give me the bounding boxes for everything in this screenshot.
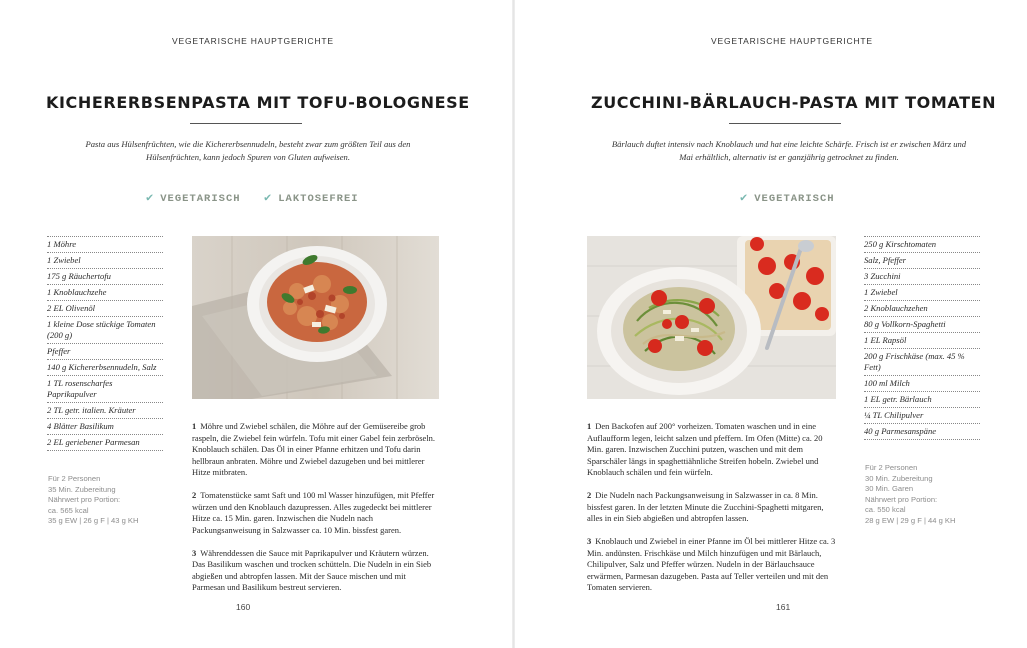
step-number: 1 [587, 421, 592, 431]
ingredient-list [864, 236, 980, 440]
ingredient-item: 2 Knoblauchzehen [864, 301, 980, 317]
section-label: VEGETARISCHE HAUPTGERICHTE [172, 36, 334, 46]
check-icon: ✔ [146, 191, 155, 205]
ingredient-item: 2 TL getr. italien. Kräuter [47, 403, 163, 419]
left-page [0, 0, 513, 648]
ingredient-item: Pfeffer [47, 344, 163, 360]
calories: ca. 550 kcal [865, 505, 906, 515]
ingredient-item: 1 EL Rapsöl [864, 333, 980, 349]
pasta-bolognese-image [192, 236, 439, 399]
check-icon: ✔ [740, 191, 749, 205]
step-number: 3 [192, 547, 197, 558]
prep-time: 30 Min. Zubereitung [865, 473, 933, 483]
cook-time: 30 Min. Garen [865, 484, 914, 494]
check-icon: ✔ [264, 191, 273, 205]
ingredient-item: 200 g Frischkäse (max. 45 % Fett) [864, 349, 980, 376]
right-page [514, 0, 1027, 648]
ingredient-item: 2 EL Olivenöl [47, 301, 163, 317]
ingredient-item: 40 g Parmesanspäne [864, 424, 980, 440]
nutrition-info [865, 463, 955, 527]
ingredient-item: 1 Möhre [47, 237, 163, 253]
ingredient-item: 80 g Vollkorn-Spaghetti [864, 317, 980, 333]
tag-vegetarisch [740, 190, 835, 205]
step-number: 3 [587, 536, 592, 546]
prep-time: 35 Min. Zubereitung [48, 484, 116, 494]
step-text: Tomatenstücke samt Saft und 100 ml Wasser hinzufügen, mit Pfeffer würzen und den Knoblauch dazupressen. Alles zugedeckt bei mittlerer Hitze ca. 15 Min. garen. Inzwischen die Nudeln nach Packungsanweisung in Salzwasser ca. 10 Min. bissfest garen. [192, 490, 435, 535]
step-text: Die Nudeln nach Packungsanweisung in Salzwasser in ca. 8 Min. bissfest garen. In der letzten Minute die Zucchini-Spaghetti mitgaren, alles in ein Sieb abgießen und abtropfen lassen. [587, 490, 824, 523]
instructions [587, 421, 837, 605]
ingredient-item: 1 kleine Dose stückige Tomaten (200 g) [47, 317, 163, 344]
step-text: Den Backofen auf 200° vorheizen. Tomaten waschen und in eine Auflaufform legen, leicht salzen und pfeffern. Im Ofen (Mitte) ca. 20 Min. garen. Inzwischen Zucchini putzen, waschen und mit dem Sparschäler längs in spaghettiähnliche Streifen hobeln. Zwiebel und Knoblauch schälen und fein würfeln. [587, 421, 823, 477]
step [587, 490, 837, 525]
ingredient-item: 100 ml Milch [864, 376, 980, 392]
ingredient-item: 2 EL geriebener Parmesan [47, 435, 163, 451]
tag-vegetarisch [146, 190, 241, 205]
title-divider [729, 123, 841, 124]
recipe-title: ZUCCHINI-BÄRLAUCH-PASTA MIT TOMATEN [591, 93, 997, 112]
ingredient-item: 250 g Kirschtomaten [864, 237, 980, 253]
recipe-intro: Bärlauch duftet intensiv nach Knoblauch und hat eine leichte Schärfe. Frisch ist er zwischen März und Mai erhältlich, alternativ ist er ganzjährig getrocknet zu finden. [611, 139, 967, 162]
ingredient-item: ¼ TL Chilipulver [864, 408, 980, 424]
recipe-intro: Pasta aus Hülsenfrüchten, wie die Kichererbsennudeln, besteht zwar zum größten Teil aus den Hülsenfrüchten, kann jedoch Spuren von Gluten aufweisen. [85, 139, 411, 162]
ingredient-item: Salz, Pfeffer [864, 253, 980, 269]
calories: ca. 565 kcal [48, 505, 89, 515]
step [587, 421, 837, 479]
nutrition-info [48, 474, 138, 527]
step [192, 490, 438, 536]
ingredient-item: 140 g Kichererbsennudeln, Salz [47, 360, 163, 376]
ingredient-item: 1 Knoblauchzehe [47, 285, 163, 301]
step-text: Währenddessen die Sauce mit Paprikapulver und Kräutern würzen. Das Basilikum waschen und trocken schütteln. Die Nudeln in ein Sieb abgießen und abtropfen lassen. Mit der Sauce mischen und mit Parmesan und Basilikum bestreut servieren. [192, 547, 432, 592]
section-label: VEGETARISCHE HAUPTGERICHTE [711, 36, 873, 46]
nutrition-label: Nährwert pro Portion: [48, 495, 121, 505]
step-text: Knoblauch und Zwiebel in einer Pfanne im Öl bei mittlerer Hitze ca. 3 Min. andünsten. Frischkäse und Milch hinzufügen und mit Bärlauch, Chilipulver, Salz und Pfeffer würzen. Nudeln in der Bärlauchsauce erwärmen, Parmesan dazugeben. Pasta auf Teller verteilen und mit den Tomaten servieren. [587, 536, 836, 592]
step [192, 548, 438, 594]
ingredient-list [47, 236, 163, 451]
step-number: 2 [192, 490, 197, 500]
nutrition-label: Nährwert pro Portion: [865, 494, 938, 504]
ingredient-item: 1 Zwiebel [47, 253, 163, 269]
recipe-photo [192, 236, 439, 399]
tag-label: VEGETARISCH [754, 193, 835, 205]
zucchini-pasta-image [587, 236, 836, 399]
tag-laktosefrei [264, 190, 359, 205]
ingredient-item: 4 Blätter Basilikum [47, 419, 163, 435]
page-number: 160 [236, 602, 251, 612]
page-number: 161 [776, 602, 791, 612]
step-number: 1 [192, 421, 197, 431]
ingredient-item: 175 g Räuchertofu [47, 269, 163, 285]
ingredient-item: 1 TL rosenscharfes Paprikapulver [47, 376, 163, 403]
step [192, 421, 438, 479]
instructions [192, 421, 438, 605]
tag-label: LAKTOSEFREI [278, 193, 359, 205]
step-text: Möhre und Zwiebel schälen, die Möhre auf der Gemüsereibe grob raspeln, die Zwiebel fein würfeln. Tofu mit einer Gabel fein zerbröseln. Knoblauch schälen. Das Öl in einer Pfanne erhitzen und Tofu darin hellbraun anbraten. Möhre und Zwiebel dazugeben und bei mittlerer Hitze mitbraten. [192, 421, 436, 477]
ingredient-item: 1 EL getr. Bärlauch [864, 392, 980, 408]
ingredient-item: 3 Zucchini [864, 269, 980, 285]
ingredient-item: 1 Zwiebel [864, 285, 980, 301]
macros: 35 g EW | 26 g F | 43 g KH [48, 516, 139, 526]
tag-label: VEGETARISCH [160, 193, 241, 205]
servings: Für 2 Personen [865, 463, 918, 472]
title-divider [190, 123, 302, 124]
macros: 28 g EW | 29 g F | 44 g KH [865, 515, 956, 525]
servings: Für 2 Personen [48, 474, 101, 483]
step-number: 2 [587, 490, 592, 500]
step [587, 536, 837, 594]
recipe-title: KICHERERBSENPASTA MIT TOFU-BOLOGNESE [46, 93, 470, 112]
recipe-photo [587, 236, 836, 399]
